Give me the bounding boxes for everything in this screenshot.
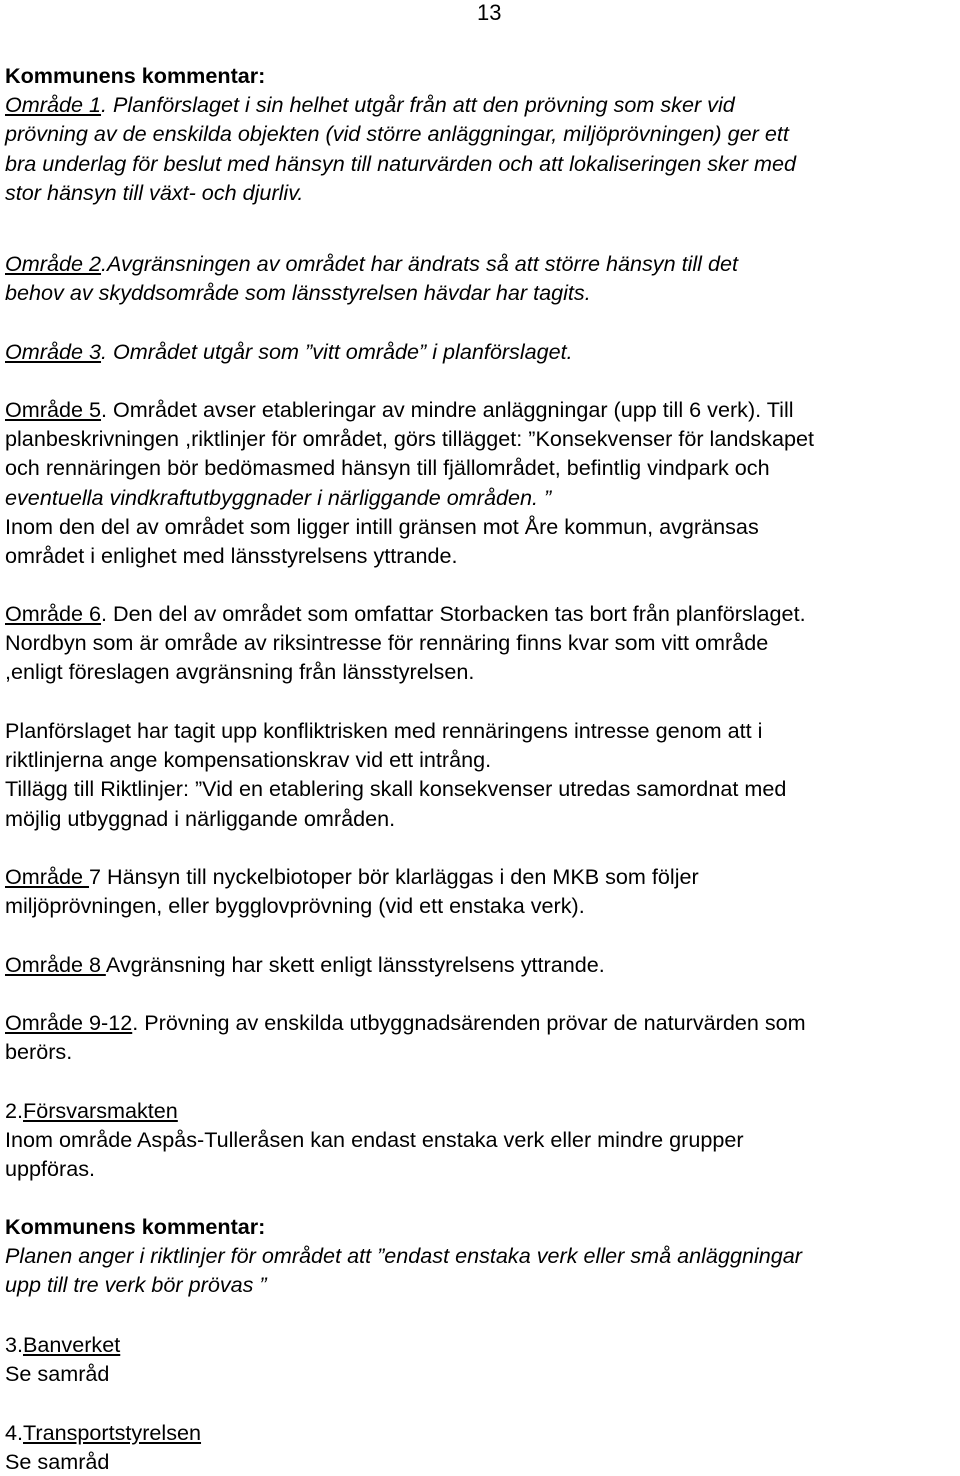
omrade-1-line-3: bra underlag för beslut med hänsyn till naturvärden och att lokaliseringen sker med [5, 150, 797, 176]
conflict-paragraph [5, 716, 786, 833]
omrade-8-line-1 [5, 950, 605, 979]
section-4 [5, 1418, 201, 1476]
section-2-number: 2. [5, 1098, 24, 1123]
omrade-9-12-paragraph [5, 1008, 806, 1066]
omrade-6-paragraph [5, 599, 806, 687]
omrade-1-line-1 [5, 90, 796, 119]
omrade-6-text: . Den del av området som omfattar Storbacken tas bort från planförslaget. [101, 601, 806, 626]
omrade-5-label: Område 5 [5, 397, 102, 422]
omrade-3-paragraph [5, 337, 573, 366]
conflict-line-3: Tillägg till Riktlinjer: ”Vid en etablering skall konsekvenser utredas samordnat med [5, 776, 787, 802]
omrade-5-text: . Området avser etableringar av mindre anläggningar (upp till 6 verk). Till [101, 397, 794, 422]
omrade-5-line-3: och rennäringen bör bedömasmed hänsyn till fjällområdet, befintlig vindpark och [5, 455, 770, 481]
omrade-5-line-4: eventuella vindkraftutbyggnader i närliggande områden. ” [5, 484, 552, 510]
section-2-line-2: uppföras. [5, 1156, 96, 1182]
omrade-6-line-1 [5, 599, 806, 628]
omrade-5-line-6: området i enlighet med länsstyrelsens yttrande. [5, 543, 458, 569]
section-4-heading [5, 1418, 201, 1447]
omrade-7-text: 7 Hänsyn till nyckelbiotoper bör klarläggas i den MKB som följer [89, 864, 699, 889]
comment-section-1 [5, 61, 796, 207]
conflict-line-1: Planförslaget har tagit upp konfliktrisken med rennäringens intresse genom att i [5, 718, 763, 743]
omrade-1-label: Område 1 [5, 92, 102, 118]
page-number: 13 [477, 0, 502, 25]
omrade-9-12-label: Område 9-12 [5, 1010, 133, 1035]
section-4-number: 4. [5, 1420, 24, 1445]
section-4-line-1: Se samråd [5, 1449, 110, 1475]
omrade-5-line-1 [5, 395, 814, 424]
conflict-line-4: möjlig utbyggnad i närliggande områden. [5, 805, 396, 831]
omrade-3-text: . Området utgår som ”vitt område” i planförslaget. [101, 339, 573, 364]
omrade-6-label: Område 6 [5, 601, 102, 626]
section-2-comment-line-1: Planen anger i riktlinjer för området att ”endast enstaka verk eller små anläggningar [5, 1243, 802, 1269]
section-2-comment-heading: Kommunens kommentar: [5, 1214, 266, 1239]
section-3-title: Banverket [23, 1332, 121, 1357]
omrade-3-line-1 [5, 337, 573, 366]
omrade-9-12-line-1 [5, 1008, 806, 1037]
comment-heading: Kommunens kommentar: [5, 63, 266, 88]
omrade-2-line-2: behov av skyddsområde som länsstyrelsen hävdar har tagits. [5, 280, 591, 306]
omrade-9-12-text: . Prövning av enskilda utbyggnadsärenden prövar de naturvärden som [132, 1010, 806, 1035]
omrade-1-text: . Planförslaget i sin helhet utgår från att den prövning som sker vid [101, 92, 735, 118]
section-4-title: Transportstyrelsen [23, 1420, 202, 1445]
conflict-line-2: riktlinjerna ange kompensationskrav vid ett intrång. [5, 747, 492, 773]
section-3-heading [5, 1330, 120, 1359]
omrade-1-line-4: stor hänsyn till växt- och djurliv. [5, 179, 304, 205]
omrade-3-label: Område 3 [5, 339, 102, 364]
section-3-number: 3. [5, 1332, 24, 1357]
section-2 [5, 1096, 744, 1184]
omrade-2-text: .Avgränsningen av området har ändrats så att större hänsyn till det [101, 251, 738, 276]
omrade-8-label: Område 8 [5, 952, 106, 977]
section-2-title: Försvarsmakten [23, 1098, 178, 1123]
omrade-5-line-2: planbeskrivningen ,riktlinjer för området, görs tillägget: ”Konsekvenser för landskapet [5, 426, 814, 452]
omrade-6-line-3: ,enligt föreslagen avgränsning från länsstyrelsen. [5, 659, 475, 685]
omrade-2-paragraph [5, 249, 738, 307]
omrade-1-line-2: prövning av de enskilda objekten (vid större anläggningar, miljöprövningen) ger ett [5, 121, 789, 147]
omrade-5-line-5: Inom den del av området som ligger intill gränsen mot Åre kommun, avgränsas [5, 513, 759, 539]
section-3 [5, 1330, 120, 1388]
omrade-7-line-1 [5, 862, 699, 891]
omrade-8-paragraph [5, 950, 605, 979]
section-2-comment [5, 1212, 802, 1300]
omrade-5-paragraph [5, 395, 814, 570]
omrade-7-line-2: miljöprövningen, eller bygglovprövning (vid ett enstaka verk). [5, 893, 585, 919]
section-2-heading [5, 1096, 744, 1125]
omrade-6-line-2: Nordbyn som är område av riksintresse för rennäring finns kvar som vitt område [5, 630, 769, 656]
section-2-comment-line-2: upp till tre verk bör prövas ” [5, 1272, 267, 1298]
omrade-2-line-1 [5, 249, 738, 278]
omrade-9-12-line-2: berörs. [5, 1039, 73, 1065]
omrade-7-paragraph [5, 862, 699, 920]
section-2-line-1: Inom område Aspås-Tulleråsen kan endast enstaka verk eller mindre grupper [5, 1127, 744, 1153]
omrade-8-text: Avgränsning har skett enligt länsstyrelsens yttrande. [105, 952, 605, 977]
omrade-7-label: Område [5, 864, 90, 889]
omrade-2-label: Område 2 [5, 251, 102, 276]
section-3-line-1: Se samråd [5, 1361, 110, 1387]
